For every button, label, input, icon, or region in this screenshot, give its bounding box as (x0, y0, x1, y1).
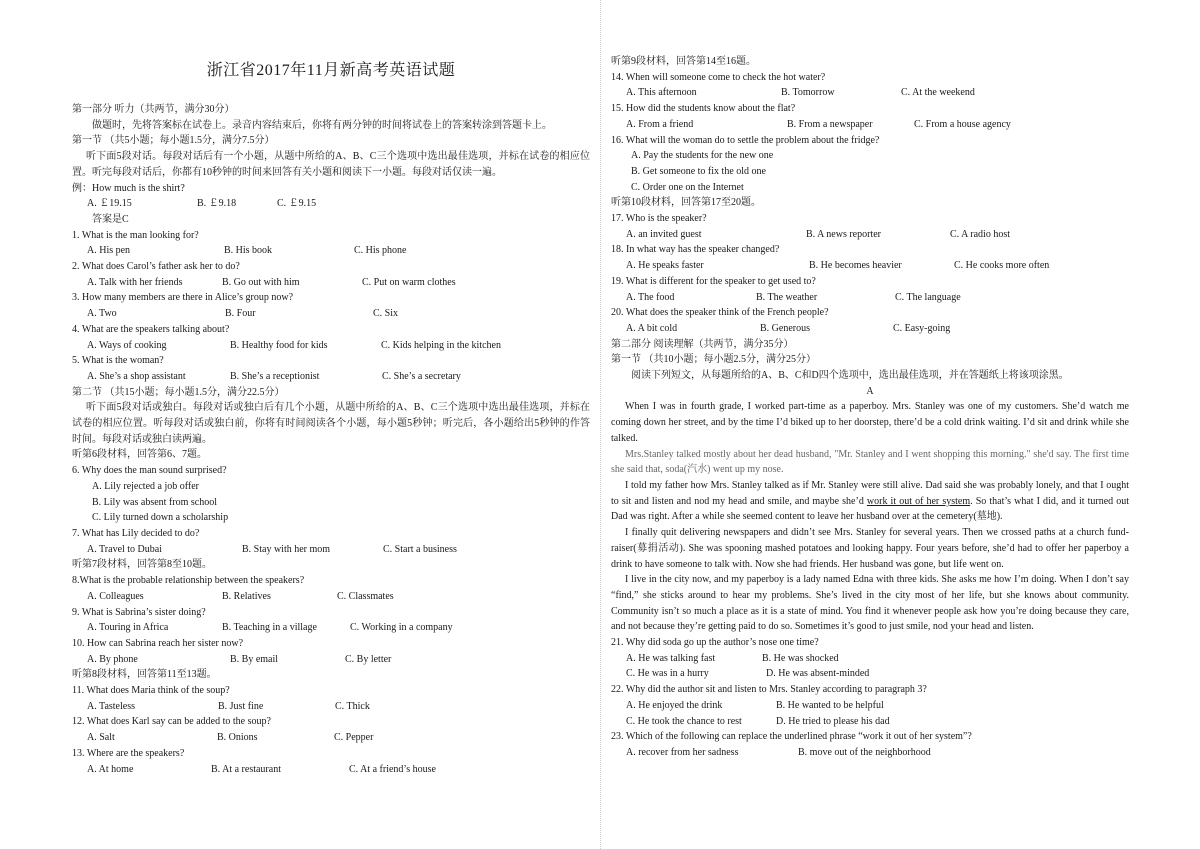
option: C. Kids helping in the kitchen (381, 339, 501, 351)
part1-heading: 第一部分 听力（共两节，满分30分） (72, 104, 235, 115)
q1-options (72, 243, 590, 259)
q14-options (611, 85, 1129, 101)
option: B. By email (230, 653, 279, 665)
option: A. Salt (87, 732, 115, 744)
q6-option-b: B. Lily was absent from school (92, 496, 217, 508)
part2-instructions: 阅读下列短文，从每题所给的A、B、C和D四个选项中，选出最佳选项，并在答题纸上将该项涂黑。 (631, 370, 1069, 382)
q12-options (72, 730, 590, 746)
option: B. Healthy food for kids (230, 339, 328, 351)
q11-options (72, 699, 590, 715)
option: A. an invited guest (626, 228, 702, 240)
question-11: 11. What does Maria think of the soup? (72, 685, 230, 697)
passage-paragraph-3 (611, 478, 1129, 525)
q6-option-c: C. Lily turned down a scholarship (92, 512, 229, 524)
question-14: 14. When will someone come to check the hot water? (611, 71, 826, 83)
option: B. Teaching in a village (222, 622, 317, 634)
section2-instructions: 听下面5段对话或独白。每段对话或独白后有几个小题，从题中所给的A、B、C三个选项中选出最佳选项，并标在试卷的相应位置。听每段对话或独白前，你将有时间阅读各个小题，每小题5秒钟；听完后，各小题给出5秒钟的作答时间。每段对话或独白读两遍。 (72, 402, 590, 445)
q5-options (72, 369, 590, 385)
q22-options-ab (611, 698, 1129, 714)
question-23: 23. Which of the following can replace the underlined phrase “work it out of her system”? (611, 731, 972, 743)
question-10: 10. How can Sabrina reach her sister now? (72, 637, 244, 649)
question-19: 19. What is different for the speaker to get used to? (611, 275, 816, 287)
question-17: 17. Who is the speaker? (611, 213, 707, 225)
option: A. The food (626, 291, 675, 303)
section1-instructions: 听下面5段对话。每段对话后有一个小题，从题中所给的A、B、C三个选项中选出最佳选项，并标在试卷的相应位置。听完每段对话后，你都有10秒钟的时间来回答有关小题和阅读下一小题。每段对话仅读一遍。 (72, 151, 590, 178)
q16-option-a: A. Pay the students for the new one (631, 150, 774, 162)
option: A. A bit cold (626, 322, 678, 334)
q6-option-a: A. Lily rejected a job offer (92, 480, 199, 492)
passage-label: A (866, 385, 874, 397)
passage-paragraph-4: I finally quit delivering newspapers and didn’t see Mrs. Stanley for several years. Then we crossed paths at a church fund-raiser(募捐活动). She was spooning mashed potatoes and looking happy. Four years before, she’d had to offer her paperboy a drink to have someone to talk with. Now she had friends. Her husband was gone, but life went on. (611, 527, 1129, 570)
option: A. recover from her sadness (626, 746, 739, 758)
option: C. Start a business (383, 543, 457, 555)
q20-options (611, 321, 1129, 337)
option: B. Relatives (222, 590, 271, 602)
q15-options (611, 117, 1129, 133)
option: C. By letter (345, 653, 392, 665)
example-answer: 答案是C (92, 213, 129, 225)
option: B. From a newspaper (787, 118, 873, 130)
option: C. At the weekend (901, 87, 975, 99)
option: B. Onions (217, 732, 258, 744)
q9-options (72, 620, 590, 636)
q17-options (611, 227, 1129, 243)
option: B. move out of the neighborhood (798, 746, 931, 758)
option: A. Two (87, 308, 117, 320)
question-16: 16. What will the woman do to settle the problem about the fridge? (611, 134, 880, 146)
option: A. This afternoon (626, 87, 697, 99)
q8-options (72, 589, 590, 605)
part2-section1-heading: 第一节 （共10小题；每小题2.5分，满分25分） (611, 354, 816, 366)
q7-options (72, 542, 590, 558)
option: C. ￡9.15 (277, 198, 317, 210)
question-18: 18. In what way has the speaker changed? (611, 244, 780, 256)
question-3: 3. How many members are there in Alice’s group now? (72, 292, 294, 304)
option: C. A radio host (950, 228, 1011, 240)
option: B. Go out with him (222, 276, 300, 288)
part2-heading: 第二部分 阅读理解（共两节，满分35分） (611, 338, 794, 350)
q18-options (611, 258, 1129, 274)
left-column (72, 0, 590, 777)
option: B. A news reporter (806, 228, 881, 240)
option: C. His phone (354, 245, 407, 257)
q3-options (72, 306, 590, 322)
question-22: 22. Why did the author sit and listen to Mrs. Stanley according to paragraph 3? (611, 684, 927, 696)
option: A. He speaks faster (626, 260, 704, 272)
q16-option-c: C. Order one on the Internet (631, 181, 744, 193)
question-6: 6. Why does the man sound surprised? (72, 465, 227, 477)
option: D. He tried to please his dad (776, 715, 890, 727)
question-1: 1. What is the man looking for? (72, 229, 199, 241)
q22-options-cd (611, 714, 1129, 730)
material-7: 听第7段材料，回答第8至10题。 (72, 559, 212, 571)
option: B. Tomorrow (781, 87, 835, 99)
option: B. Four (225, 308, 256, 320)
option: A. Touring in Africa (87, 622, 169, 634)
q19-options (611, 290, 1129, 306)
option: A. She’s a shop assistant (87, 370, 186, 382)
part1-instructions: 做题时，先将答案标在试卷上。录音内容结束后，你将有两分钟的时间将试卷上的答案转涂到答题卡上。 (92, 119, 552, 131)
option: A. He enjoyed the drink (626, 699, 723, 711)
option: B. Stay with her mom (242, 543, 331, 555)
q10-options (72, 652, 590, 668)
passage-paragraph-1: When I was in fourth grade, I worked part-time as a paperboy. Mrs. Stanley was one of my customers. She’d watch me coming down her street, and by the time I’d biked up to her doorstep, there’d be a cold drink waiting. I’d sit and drink while she talked. (611, 401, 1129, 444)
option: A. At home (87, 763, 134, 775)
question-15: 15. How did the students know about the flat? (611, 103, 796, 115)
option: B. He was shocked (762, 652, 839, 664)
option: C. Put on warm clothes (362, 276, 456, 288)
option: A. By phone (87, 653, 138, 665)
question-2: 2. What does Carol’s father ask her to do? (72, 261, 240, 273)
option: B. He becomes heavier (809, 260, 902, 272)
question-12: 12. What does Karl say can be added to the soup? (72, 716, 271, 728)
option: C. Pepper (334, 732, 374, 744)
right-column (611, 0, 1129, 761)
option: C. He cooks more often (954, 260, 1050, 272)
question-20: 20. What does the speaker think of the French people? (611, 307, 829, 319)
option: B. At a restaurant (211, 763, 281, 775)
option: A. He was talking fast (626, 652, 716, 664)
paragraph-3-text-b: . So that’s what I did, and it turned out Dad was right. After a while she seemed content to leave her husband over at the cemetery(墓地). (611, 495, 1130, 523)
option: C. From a house agency (914, 118, 1011, 130)
question-13: 13. Where are the speakers? (72, 747, 185, 759)
q13-options (72, 762, 590, 778)
passage-paragraph-5: I live in the city now, and my paperboy is a lady named Edna with three kids. She asks me how I’m doing. When I don’t say “find,” she sticks around to hear my problems. She’s lived in the city most of her life, but she knows about community. Community isn’t so much a place as it is a state of mind. You find it whenever people ask how you’re doing because they care, and not because they’re getting paid to do so. Sometimes it’s good to just smile, nod your head and listen. (611, 574, 1129, 633)
page-divider (600, 0, 601, 849)
option: A. ￡19.15 (87, 198, 132, 210)
option: A. His pen (87, 245, 131, 257)
section1-heading: 第一节 （共5小题；每小题1.5分，满分7.5分） (72, 135, 275, 147)
example-options (72, 196, 590, 212)
q2-options (72, 275, 590, 291)
material-6: 听第6段材料，回答第6、7题。 (72, 449, 207, 461)
option: B. He wanted to be helpful (776, 699, 884, 711)
paragraph-3-text-a: I told my father how Mrs. Stanley talked as if Mr. Stanley were still alive. Dad said she was probably lonely, and that I ought to sit and listen and nod my head and smile, and maybe she’d (611, 479, 1129, 507)
option: C. Thick (335, 700, 370, 712)
question-21: 21. Why did soda go up the author’s nose one time? (611, 637, 819, 649)
material-8: 听第8段材料，回答第11至13题。 (72, 669, 217, 681)
option: B. ￡9.18 (197, 198, 237, 210)
q23-options (611, 745, 1129, 761)
option: B. Just fine (218, 700, 264, 712)
option: A. Colleagues (87, 590, 144, 602)
option: A. Ways of cooking (87, 339, 167, 351)
option: C. She’s a secretary (382, 370, 461, 382)
q21-options-cd (611, 666, 1129, 682)
underlined-phrase: work it out of her system (866, 495, 971, 507)
option: B. The weather (756, 291, 818, 303)
exam-title: 浙江省2017年11月新高考英语试题 (206, 62, 456, 79)
section2-heading: 第二节 （共15小题；每小题1.5分，满分22.5分） (72, 386, 285, 398)
option: A. Talk with her friends (87, 276, 183, 288)
example-question: 例：How much is the shirt? (72, 182, 185, 194)
question-9: 9. What is Sabrina’s sister doing? (72, 606, 206, 618)
option: A. From a friend (626, 118, 694, 130)
question-4: 4. What are the speakers talking about? (72, 323, 230, 335)
passage-paragraph-2: Mrs.Stanley talked mostly about her dead husband, "Mr. Stanley and I went shopping this morning." she'd say. The first time she said that, soda(汽水) went up my nose. (611, 448, 1129, 476)
option: C. Six (373, 308, 399, 320)
q4-options (72, 338, 590, 354)
option: C. At a friend’s house (349, 763, 436, 775)
option: B. Generous (760, 322, 810, 334)
option: C. He was in a hurry (626, 668, 709, 680)
option: C. He took the chance to rest (626, 715, 742, 727)
option: C. Easy-going (893, 322, 951, 334)
material-10: 听第10段材料，回答第17至20题。 (611, 197, 761, 209)
option: A. Tasteless (87, 700, 135, 712)
question-7: 7. What has Lily decided to do? (72, 527, 200, 539)
option: B. His book (224, 245, 273, 257)
option: D. He was absent-minded (766, 668, 870, 680)
option: C. Working in a company (350, 622, 453, 634)
question-8: 8.What is the probable relationship between the speakers? (72, 575, 305, 587)
option: C. Classmates (337, 590, 394, 602)
option: C. The language (895, 291, 961, 303)
material-9: 听第9段材料，回答第14至16题。 (611, 56, 756, 67)
option: B. She’s a receptionist (230, 370, 320, 382)
option: A. Travel to Dubai (87, 543, 162, 555)
question-5: 5. What is the woman? (72, 355, 164, 367)
q21-options-ab (611, 651, 1129, 667)
q16-option-b: B. Get someone to fix the old one (631, 165, 766, 177)
